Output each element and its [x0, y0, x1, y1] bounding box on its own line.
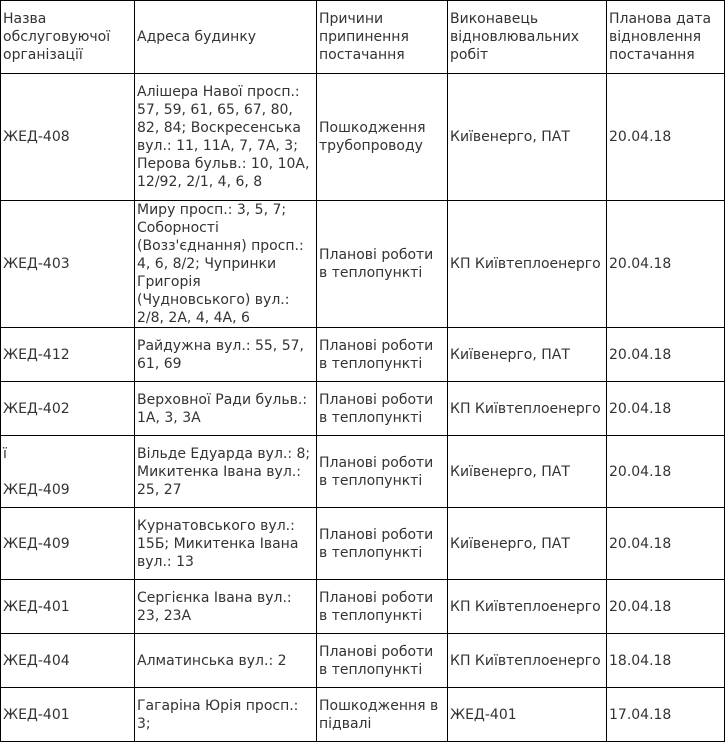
- table-row: [1, 634, 725, 688]
- cell-date: 20.04.18: [607, 382, 725, 436]
- cell-date: 20.04.18: [607, 74, 725, 201]
- cell-org: [1, 436, 135, 508]
- header-row: [1, 1, 725, 74]
- cell-contractor: Київенерго, ПАТ: [448, 328, 607, 382]
- cell-address: Алматинська вул.: 2: [135, 634, 317, 688]
- table-row: [1, 436, 725, 508]
- cell-org: ЖЕД-409: [1, 508, 135, 580]
- header-address: Адреса будинку: [135, 1, 317, 74]
- cell-reason: Планові роботи в теплопункті: [317, 580, 448, 634]
- header-contractor: Виконавець відновлювальних робіт: [448, 1, 607, 74]
- cell-address: Алішера Навої просп.: 57, 59, 61, 65, 67, 80, 82, 84; Воскресенська вул.: 11, 11А, 7, 7А, 3; Перова бульв.: 10, 10А, 12/92, 2/1, 4, 6, 8: [135, 74, 317, 201]
- cell-date: 20.04.18: [607, 508, 725, 580]
- cell-org: ЖЕД-401: [1, 688, 135, 742]
- cell-contractor: КП Київтеплоенерго: [448, 580, 607, 634]
- cell-address: Верховної Ради бульв.: 1А, 3, 3А: [135, 382, 317, 436]
- cell-address: Курнатовського вул.: 15Б; Микитенка Івана вул.: 13: [135, 508, 317, 580]
- cell-date: 20.04.18: [607, 328, 725, 382]
- table-row: [1, 580, 725, 634]
- cell-date: 20.04.18: [607, 580, 725, 634]
- table-row: [1, 201, 725, 328]
- cell-contractor: ЖЕД-401: [448, 688, 607, 742]
- cell-date: 20.04.18: [607, 436, 725, 508]
- cell-reason: Планові роботи в теплопункті: [317, 436, 448, 508]
- cell-contractor: КП Київтеплоенерго: [448, 634, 607, 688]
- cell-address: Сергієнка Івана вул.: 23, 23А: [135, 580, 317, 634]
- cell-date: 17.04.18: [607, 688, 725, 742]
- table-row: [1, 508, 725, 580]
- cell-date: 20.04.18: [607, 201, 725, 328]
- cell-contractor: Київенерго, ПАТ: [448, 74, 607, 201]
- header-reason: Причини припинення постачання: [317, 1, 448, 74]
- cell-date: 18.04.18: [607, 634, 725, 688]
- cell-reason: Планові роботи в теплопункті: [317, 328, 448, 382]
- cell-org: ЖЕД-404: [1, 634, 135, 688]
- cell-reason: Пошкодження в підвалі: [317, 688, 448, 742]
- cell-address: Миру просп.: 3, 5, 7; Соборності (Возз'єднання) просп.: 4, 6, 8/2; Чупринки Григорія (Чудновського) вул.: 2/8, 2А, 4, 4А, 6: [135, 201, 317, 328]
- cell-contractor: КП Київтеплоенерго: [448, 382, 607, 436]
- table-row: [1, 688, 725, 742]
- cell-reason: Планові роботи в теплопункті: [317, 382, 448, 436]
- header-date: Планова дата відновлення постачання: [607, 1, 725, 74]
- cell-contractor: КП Київтеплоенерго: [448, 201, 607, 328]
- table-row: [1, 382, 725, 436]
- cell-org: ЖЕД-403: [1, 201, 135, 328]
- cell-reason: Планові роботи в теплопункті: [317, 201, 448, 328]
- cell-address: Гагаріна Юрія просп.: 3;: [135, 688, 317, 742]
- cell-reason: Планові роботи в теплопункті: [317, 634, 448, 688]
- table-row: [1, 74, 725, 201]
- cell-org: ЖЕД-412: [1, 328, 135, 382]
- cell-reason: Пошкодження трубопроводу: [317, 74, 448, 201]
- cell-contractor: Київенерго, ПАТ: [448, 508, 607, 580]
- cell-org-prefix: ї: [3, 445, 7, 462]
- table-row: [1, 328, 725, 382]
- cell-contractor: Київенерго, ПАТ: [448, 436, 607, 508]
- cell-address: Вільде Едуарда вул.: 8; Микитенка Івана вул.: 25, 27: [135, 436, 317, 508]
- cell-org: ЖЕД-402: [1, 382, 135, 436]
- cell-org-label: ЖЕД-409: [3, 481, 70, 498]
- cell-reason: Планові роботи в теплопункті: [317, 508, 448, 580]
- cell-org: ЖЕД-408: [1, 74, 135, 201]
- cell-org: ЖЕД-401: [1, 580, 135, 634]
- header-org: Назва обслуговуючої організації: [1, 1, 135, 74]
- cell-address: Райдужна вул.: 55, 57, 61, 69: [135, 328, 317, 382]
